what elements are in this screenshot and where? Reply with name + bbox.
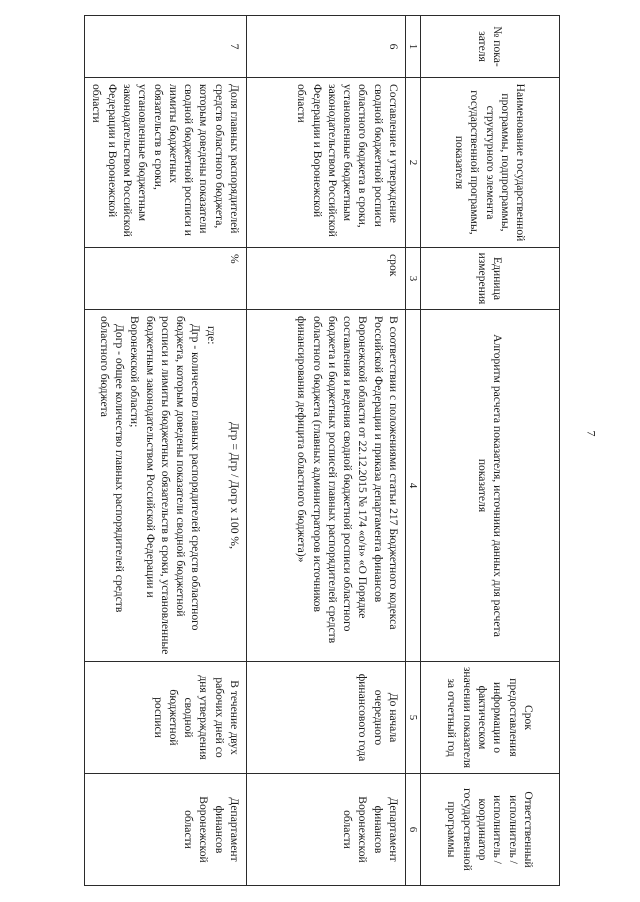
header-name: Наименование государственной программы, подпрограммы, структурного элемента государственной программы, показателя <box>421 78 560 248</box>
indicators-table <box>84 15 560 886</box>
column-number: 2 <box>406 78 421 248</box>
indicator-name: Доля главных распорядителей средств областного бюджета, которым доведены показатели сводной бюджетной росписи и лимиты бюджетных обязательств в сроки, установленные бюджетным законодательством Российской Федерации и Воронежской области <box>85 78 247 248</box>
table-row <box>247 16 406 886</box>
unit-cell: % <box>85 248 247 310</box>
definition: Догр - общее количество главных распорядителей средств областного бюджета <box>97 316 126 613</box>
responsible-cell: Департамент финансов Воронежской области <box>247 774 406 886</box>
formula: Дгр = Дгр / Догр х 100 %, <box>228 422 241 549</box>
header-deadline: Срок предоставления информации о фактическом значении показателя за отчетный год <box>421 662 560 774</box>
where-label: где: <box>204 326 218 345</box>
column-number: 5 <box>406 662 421 774</box>
header-algorithm: Алгоритм расчета показателя, источники данных для расчета показателя <box>421 310 560 662</box>
deadline-cell: До начала очередного финансового года <box>247 662 406 774</box>
table-header-row <box>421 16 560 886</box>
header-unit: Единица измерения <box>421 248 560 310</box>
rotated-table-wrapper <box>90 15 560 885</box>
algorithm-cell <box>85 310 247 662</box>
column-number: 3 <box>406 248 421 310</box>
responsible-cell: Департамент финансов Воронежской области <box>85 774 247 886</box>
definition: Дгр - количество главных распорядителей средств областного бюджета, которым доведены показатели сводной бюджетной росписи и лимиты бюджетных обязательств в сроки, установленные бюджетным законодательством Российской Федерации и Воронежской области; <box>128 316 203 655</box>
column-number: 4 <box>406 310 421 662</box>
indicator-name: Составление и утверждение сводной бюджетной росписи областного бюджета в сроки, установленные бюджетным законодательством Российской Федерации и Воронежской области <box>247 78 406 248</box>
column-number: 1 <box>406 16 421 78</box>
row-number: 7 <box>85 16 247 78</box>
page-number: 7 <box>584 430 599 437</box>
row-number: 6 <box>247 16 406 78</box>
deadline-cell: В течение двух рабочих дней со дня утверждения сводной бюджетной росписи <box>85 662 247 774</box>
unit-cell: срок <box>247 248 406 310</box>
column-number: 6 <box>406 774 421 886</box>
column-number-row <box>406 16 421 886</box>
header-responsible: Ответственный исполнитель / исполнитель / координатор государственной программы <box>421 774 560 886</box>
algorithm-cell: В соответствии с положениями статьи 217 Бюджетного кодекса Российской Федерации и приказа департамента финансов Воронежской области от 22.12.2015 № 174 «о/н» «О Порядке составления и ведения сводной бюджетной росписи областного бюджета и бюджетных росписей главных распорядителей средств областного бюджета (главных администраторов источников финансирования дефицита областного бюджета)» <box>247 310 406 662</box>
table-row <box>85 16 247 886</box>
header-number: № пока-зателя <box>421 16 560 78</box>
